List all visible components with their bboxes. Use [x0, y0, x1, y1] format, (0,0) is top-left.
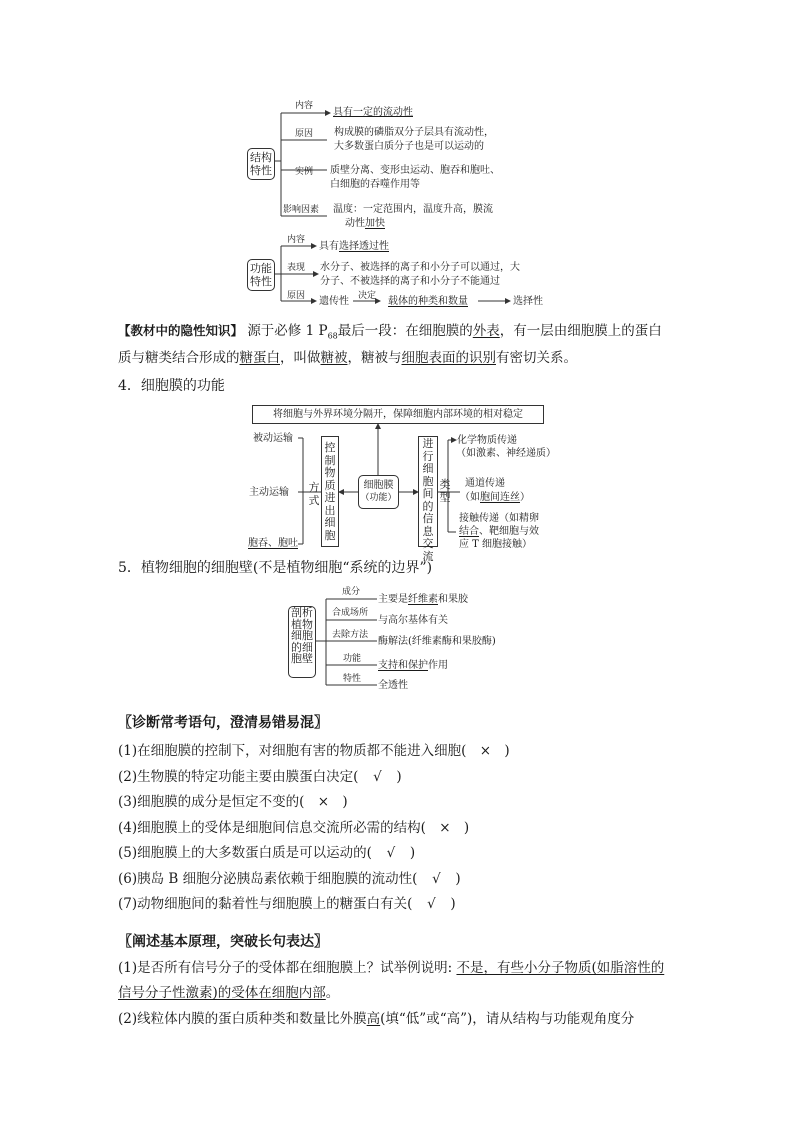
sec4-t3-b: 、靶细胞与效	[479, 526, 539, 537]
diag-item-answer: ×	[439, 819, 451, 836]
func-show-label: 表现	[287, 263, 306, 273]
explain-heading-wrap	[118, 931, 328, 955]
diag-item-answer: ×	[479, 743, 492, 759]
sec4-comm-text: 进行细胞间的信息交流	[422, 437, 434, 563]
diag-item	[118, 842, 415, 864]
struct-content-value: 具有一定的流动性	[333, 107, 413, 118]
sec5-l4: 功能	[343, 654, 362, 664]
sec5-t1-a: 主要是	[378, 594, 408, 605]
diag-item-end: )	[396, 768, 402, 785]
hidden-p4: 质与糖类结合形成的	[118, 350, 240, 366]
explain-q2-line1	[118, 1008, 634, 1030]
explain-q2-c: (填“低”或“高”)，请从结构与功能观角度分	[380, 1011, 635, 1027]
hidden-p5: ，叫做	[280, 350, 321, 366]
diag-item-text: (6)胰岛 B 细胞分泌胰岛素依赖于细胞膜的流动性(	[118, 870, 418, 887]
func-reason-c: 选择性	[513, 296, 543, 307]
sec4-method: 方式	[308, 481, 320, 507]
diag-item-answer: √	[427, 896, 436, 912]
func-show-line1: 水分子、被选择的离子和小分子可以通过，大	[320, 262, 520, 273]
func-reason-label: 原因	[287, 291, 306, 301]
sec4-t2-b: 胞间连丝	[480, 492, 520, 503]
diag-item	[118, 791, 348, 813]
explain-q1-line2	[118, 982, 339, 1004]
struct-factor-line2-a: 动性	[345, 218, 365, 229]
sec5-t2: 与高尔基体有关	[378, 615, 448, 626]
struct-reason-line1: 构成膜的磷脂双分子层具有流动性，	[334, 127, 494, 138]
struct-factor-line1: 温度：一定范围内，温度升高，膜流	[333, 204, 493, 215]
func-reason-b: 载体的种类和数量	[388, 296, 468, 307]
sec5-l1: 成分	[342, 587, 361, 597]
diag-heading-wrap	[118, 712, 328, 736]
explain-heading: 阐述基本原理，突破长句表达	[132, 934, 314, 950]
sec4-t2-a: （如	[460, 492, 480, 503]
diag-item-end: )	[409, 845, 416, 861]
func-reason-decide: 决定	[358, 291, 377, 301]
diag-item-answer: ×	[317, 794, 330, 810]
sec4-passive: 被动运输	[253, 433, 293, 444]
diag-item	[118, 868, 461, 890]
sec4-t2-c: ）	[520, 492, 530, 503]
sec4-t3-line3: 应 T 细胞接触）	[459, 539, 533, 550]
diag-item-answer: √	[373, 768, 382, 785]
explain-q1-d: 。	[325, 985, 340, 1001]
diag-item	[118, 893, 456, 915]
diag-item-text: (5)细胞膜上的大多数蛋白质是可以运动的(	[118, 845, 372, 861]
sec5-t1-b: 纤维素	[408, 594, 438, 605]
explain-q2-b: 高	[366, 1011, 381, 1027]
sec5-t3: 酶解法(纤维素酶和果胶酶)	[378, 636, 496, 647]
sec4-endo: 胞吞、胞吐	[248, 538, 298, 549]
struct-example-line1: 质壁分离、变形虫运动、胞吞和胞吐、	[330, 165, 500, 176]
struct-title: 结构特性	[250, 151, 272, 177]
sec5-l5: 特性	[343, 674, 362, 684]
explain-q1-a: (1)是否所有信号分子的受体都在细胞膜上？试举例说明:	[118, 960, 457, 976]
func-title: 功能特性	[250, 262, 272, 288]
diag-item-answer: √	[432, 870, 441, 887]
hidden-p7: 有密切关系。	[496, 350, 577, 366]
hidden-p2: 最后一段：在细胞膜的	[337, 323, 473, 339]
diag-item-answer: √	[386, 845, 396, 861]
diag-item	[118, 740, 510, 762]
sec4-t3-a: 结合	[459, 526, 479, 537]
sec5-t1	[378, 593, 468, 606]
sec4-title: 4．细胞膜的功能	[118, 378, 225, 394]
sec4-t1-line2: （如激素、神经递质）	[456, 448, 556, 459]
diag-item-end: )	[342, 794, 348, 810]
sec5-l2: 合成场所	[332, 608, 369, 618]
diag-item	[118, 817, 469, 839]
hidden-p-sub: 68	[327, 331, 338, 341]
sec4-type: 类型	[439, 478, 451, 504]
struct-reason-line2: 大多数蛋白质分子也是可以运动的	[334, 141, 484, 152]
struct-example-line2: 白细胞的吞噬作用等	[330, 179, 420, 190]
diag-item-end: )	[463, 819, 470, 836]
diag-bracket-right: 〗	[314, 715, 328, 731]
hidden-p6: ，糖被与	[347, 350, 402, 366]
hidden-p3: ，有一层由细胞膜上的蛋白	[499, 323, 662, 339]
explain-bracket-left: 〖	[118, 934, 132, 950]
hidden-p1: 源于必修 1 P	[247, 323, 328, 339]
hidden-u2: 糖蛋白	[239, 350, 280, 366]
diag-item-end: )	[450, 896, 456, 912]
hidden-u4: 细胞表面的识别	[401, 350, 496, 366]
sec4-center-line2: （功能）	[360, 493, 397, 503]
hidden-tag: 【教材中的隐性知识】	[118, 323, 244, 338]
sec5-t4-a: 支持和保护	[378, 660, 428, 671]
diag-item-end: )	[504, 743, 510, 759]
sec4-top-box-text: 将细胞与外界环境分隔开，保障细胞内部环境的相对稳定	[273, 409, 523, 420]
struct-factor-label: 影响因素	[283, 205, 320, 215]
sec5-t4-b: 作用	[428, 660, 448, 671]
explain-q1-c: 信号分子性激素)的受体在细胞内部	[118, 985, 326, 1001]
sec5-box-text: 剖析植物细胞的细胞壁	[291, 606, 313, 665]
sec5-title: 5．植物细胞的细胞壁(不是植物细胞“系统的边界”)	[118, 560, 433, 576]
sec5-t4	[378, 659, 448, 672]
sec4-t1-line1: 化学物质传递	[457, 435, 517, 446]
diag-item-text: (4)细胞膜上的受体是细胞间信息交流所必需的结构(	[118, 819, 426, 836]
struct-content-label: 内容	[295, 101, 314, 111]
sec5-t5: 全透性	[378, 680, 408, 691]
hidden-u3: 糖被	[320, 350, 348, 366]
func-content-a: 具有	[319, 241, 339, 252]
hidden-u1: 外表	[472, 323, 500, 339]
explain-q1-line1	[118, 957, 664, 979]
func-show-line2: 分子、不被选择的离子和小分子不能通过	[320, 276, 500, 287]
sec4-active: 主动运输	[249, 487, 289, 498]
diag-item-text: (7)动物细胞间的黏着性与细胞膜上的糖蛋白有关(	[118, 896, 413, 912]
diag-bracket-left: 〖	[118, 715, 132, 731]
sec4-control-text: 控制物质进出细胞	[324, 441, 336, 542]
sec5-t1-c: 和果胶	[438, 594, 468, 605]
diag-item-text: (2)生物膜的特定功能主要由膜蛋白决定(	[118, 768, 359, 785]
explain-q1-b: 不是，有些小分子物质(如脂溶性的	[456, 960, 665, 976]
diag-item-end: )	[455, 870, 461, 887]
diag-heading: 诊断常考语句，澄清易错易混	[132, 715, 314, 731]
sec4-center-line1: 细胞膜	[363, 480, 394, 491]
func-reason-a: 遗传性	[319, 296, 349, 307]
sec5-l3: 去除方法	[332, 630, 369, 640]
sec5-box	[288, 606, 316, 678]
struct-reason-label: 原因	[295, 129, 314, 139]
func-content-b: 选择透过性	[339, 241, 389, 252]
sec4-t3-line1: 接触传递（如精卵	[459, 513, 539, 524]
explain-q2-a: (2)线粒体内膜的蛋白质种类和数量比外膜	[118, 1011, 367, 1027]
explain-bracket-right: 〗	[314, 934, 328, 950]
struct-example-label: 实例	[295, 167, 314, 177]
diag-item	[118, 766, 402, 788]
diag-item-text: (3)细胞膜的成分是恒定不变的(	[118, 794, 305, 810]
diag-item-text: (1)在细胞膜的控制下，对细胞有害的物质都不能进入细胞(	[118, 743, 467, 759]
func-content-label: 内容	[287, 235, 306, 245]
struct-factor-line2-b: 加快	[365, 218, 385, 229]
sec4-t2-line1: 通道传递	[465, 478, 505, 489]
